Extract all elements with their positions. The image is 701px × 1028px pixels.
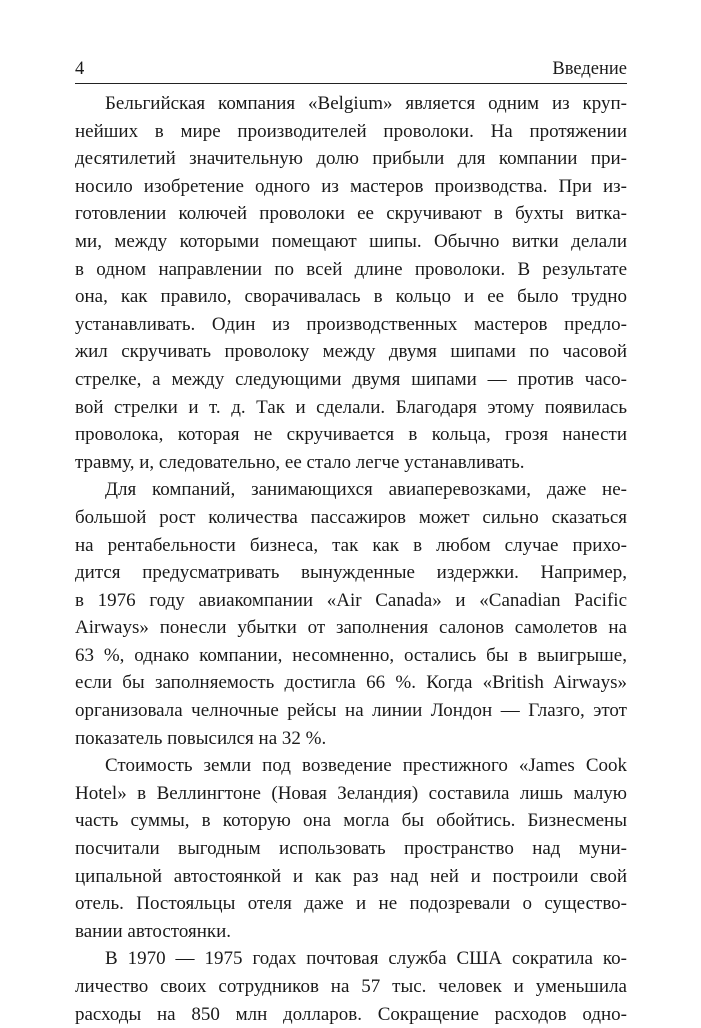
text-line: 63 %, однако компании, несомненно, остались бы в выигрыше, [75,644,627,666]
page-number: 4 [75,59,85,79]
text-line: показатель повысился на 32 %. [75,727,327,749]
text-line: часть суммы, в которую она могла бы обойтись. Бизнесмены [75,810,627,832]
text-line: личество своих сотрудников на 57 тыс. человек и уменьшила [75,976,627,997]
body-text [75,90,627,1028]
text-line: вании автостоянки. [75,920,232,942]
text-line: ципальной автостоянкой и как раз над ней и построили свой [75,865,627,887]
text-line: Стоимость земли под возведение престижного «James Cook [105,755,627,777]
text-line: Hotel» в Веллингтоне (Новая Зеландия) составила лишь малую [75,782,627,804]
text-line: жил скручивать проволоку между двумя шипами по часовой [75,341,627,363]
text-line: десятилетий значительную долю прибыли для компании при- [75,148,627,170]
text-line: Бельгийская компания «Belgium» является одним из круп- [105,93,627,114]
text-line: дится предусматривать вынужденные издержки. Например, [75,562,627,584]
text-line: расходы на 850 млн долларов. Сокращение расходов одно- [75,1003,627,1025]
text-line: отель. Постояльцы отеля даже и не подозревали о существо- [75,893,627,915]
text-line: если бы заполняемость достигла 66 %. Когда «British Airways» [75,672,627,694]
text-line: в одном направлении по всей длине проволоки. В результате [75,258,627,280]
text-line: организовала челночные рейсы на линии Лондон — Глазго, этот [75,700,627,722]
text-line: носило изобретение одного из мастеров производства. При из- [75,175,627,197]
text-line: Для компаний, занимающихся авиаперевозками, даже не- [105,479,627,501]
text-line: устанавливать. Один из производственных мастеров предло- [75,313,627,335]
text-line: на рентабельности бизнеса, так как в любом случае прихо- [75,534,627,556]
paragraph-belgium-wire [75,90,627,476]
text-line: проволока, которая не скручивается в кольца, грозя нанести [75,424,627,446]
text-line: ми, между которыми помещают шипы. Обычно витки делали [75,230,627,252]
text-line: стрелке, а между следующими двумя шипами — против часо- [75,368,627,390]
book-page [75,58,627,1028]
text-line: Airways» понесли убытки от заполнения салонов самолетов на [75,617,627,639]
text-line: В 1970 — 1975 годах почтовая служба США сократила ко- [105,948,627,970]
text-line: травму, и, следовательно, ее стало легче устанавливать. [75,451,525,473]
paragraph-airlines [75,476,627,752]
section-title: Введение [552,59,627,79]
text-line: большой рост количества пассажиров может сильно сказаться [75,506,627,528]
text-line: посчитали выгодным использовать пространство над муни- [75,838,627,860]
text-line: в 1976 году авиакомпании «Air Canada» и «Canadian Pacific [75,589,627,611]
running-header [75,58,627,84]
paragraph-hotel [75,752,627,945]
text-line: она, как правило, сворачивалась в кольцо и ее было трудно [75,286,627,308]
text-line: вой стрелки и т. д. Так и сделали. Благодаря этому появилась [75,396,627,418]
text-line: нейших в мире производителей проволоки. На протяжении [75,120,627,142]
paragraph-postal-service [75,945,627,1028]
text-line: готовлении колючей проволоки ее скручивают в бухты витка- [75,203,627,225]
